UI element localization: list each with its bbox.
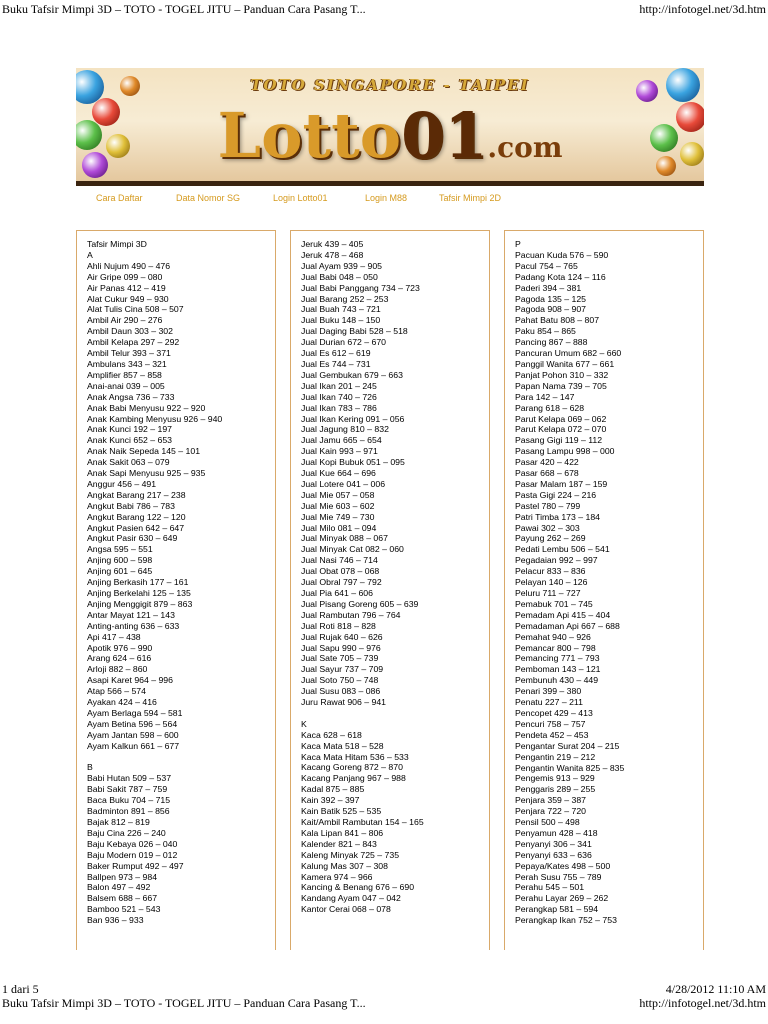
list-item: Balsem 688 – 667 xyxy=(87,893,158,904)
nav-link-login-m88[interactable]: Login M88 xyxy=(365,193,408,203)
list-item: Ban 936 – 933 xyxy=(87,915,144,926)
list-item: Payung 262 – 269 xyxy=(515,533,586,544)
list-item: Ballpen 973 – 984 xyxy=(87,871,158,882)
list-item: Jual Soto 750 – 748 xyxy=(301,675,379,686)
dream-list-column-3 xyxy=(504,230,704,950)
dream-list-column-2 xyxy=(290,230,490,950)
list-item: Anggur 456 – 491 xyxy=(87,478,157,489)
list-item: Penjara 722 – 720 xyxy=(515,806,587,817)
list-item: Parang 618 – 628 xyxy=(515,402,585,413)
list-item: Kantor Cerai 068 – 078 xyxy=(301,904,391,915)
list-item: Padang Kota 124 – 116 xyxy=(515,271,606,282)
list-item: Anak Kambing Menyusu 926 – 940 xyxy=(87,413,223,424)
list-item: Jual Nasi 746 – 714 xyxy=(301,555,378,566)
list-item: Jual Ikan 201 – 245 xyxy=(301,380,377,391)
list-item: Baju Kebaya 026 – 040 xyxy=(87,838,178,849)
list-item: Babi Sakit 787 – 759 xyxy=(87,784,168,795)
list-item: Jual Sayur 737 – 709 xyxy=(301,664,384,675)
list-item: Jual Kain 993 – 971 xyxy=(301,446,378,457)
list-item: Pendeta 452 – 453 xyxy=(515,729,589,740)
list-item: Perangkap Ikan 752 – 753 xyxy=(515,915,617,926)
list-item: Jual Kopi Bubuk 051 – 095 xyxy=(301,457,405,468)
banner-bottom-bar xyxy=(76,181,704,186)
list-gap xyxy=(87,752,275,763)
list-item: Angkut Barang 122 – 120 xyxy=(87,511,186,522)
list-item: Pengantin 219 – 212 xyxy=(515,751,596,762)
list-item: Anak Naik Sepeda 145 – 101 xyxy=(87,446,201,457)
list-item: Jual Pia 641 – 606 xyxy=(301,588,373,598)
list-item: Baker Rumput 492 – 497 xyxy=(87,860,184,871)
list-item: Baca Buku 704 – 715 xyxy=(87,795,171,806)
print-footer-page: 1 dari 5 xyxy=(2,982,39,996)
list-item: Jeruk 439 – 405 xyxy=(301,239,364,249)
list-item: Kaca Mata 518 – 528 xyxy=(301,740,384,751)
list-item: Paku 854 – 865 xyxy=(515,326,576,337)
list-item: Baju Modern 019 – 012 xyxy=(87,849,178,860)
list-item: Jual Obat 078 – 068 xyxy=(301,566,380,577)
list-item: Arang 624 – 616 xyxy=(87,653,152,664)
list-item: Anak Kunci 652 – 653 xyxy=(87,435,173,446)
list-item: Kacang Goreng 872 – 870 xyxy=(301,762,403,773)
list-item: Pasang Lampu 998 – 000 xyxy=(515,446,615,457)
list-item: Jual Mie 603 – 602 xyxy=(301,500,375,511)
nav-link-cara-daftar[interactable]: Cara Daftar xyxy=(96,193,143,203)
list-item: Pagoda 135 – 125 xyxy=(515,293,587,304)
list-item: Anak Babi Menyusu 922 – 920 xyxy=(87,402,206,413)
list-item: Juru Rawat 906 – 941 xyxy=(301,697,387,708)
list-item: Pasta Gigi 224 – 216 xyxy=(515,489,597,500)
logo-suffix: .com xyxy=(487,131,563,164)
list-item: Penatu 227 – 211 xyxy=(515,697,583,708)
list-item: Jual Barang 252 – 253 xyxy=(301,293,389,304)
list-item: Penari 399 – 380 xyxy=(515,686,582,697)
list-item: Peluru 711 – 727 xyxy=(515,588,581,598)
list-item: Pacul 754 – 765 xyxy=(515,260,578,271)
print-header-title: Buku Tafsir Mimpi 3D – TOTO - TOGEL JITU – Panduan Cara Pasang T... xyxy=(2,2,366,16)
list-item: Anai-anai 039 – 005 xyxy=(87,380,165,391)
list-gap xyxy=(301,708,489,719)
list-item: Penyanyi 306 – 341 xyxy=(515,838,592,849)
list-item: Pedati Lembu 506 – 541 xyxy=(515,544,610,555)
letter-heading: A xyxy=(87,249,93,260)
list-item: Kaca Mata Hitam 536 – 533 xyxy=(301,751,409,762)
list-item: Pensil 500 – 498 xyxy=(515,817,580,828)
list-item: Kala Lipan 841 – 806 xyxy=(301,827,384,838)
list-item: Ambulans 343 – 321 xyxy=(87,358,167,369)
list-item: Alat Cukur 949 – 930 xyxy=(87,293,169,304)
list-item: Pengemis 913 – 929 xyxy=(515,773,595,784)
list-item: Antar Mayat 121 – 143 xyxy=(87,609,175,620)
list-item: Anjing Berkasih 177 – 161 xyxy=(87,577,189,588)
list-item: Jual Ikan Kering 091 – 056 xyxy=(301,413,405,424)
list-item: Jual Minyak 088 – 067 xyxy=(301,533,388,544)
list-item: Jual Ikan 740 – 726 xyxy=(301,391,377,402)
list-item: Pengantar Surat 204 – 215 xyxy=(515,740,620,751)
list-item: Angkut Pasien 642 – 647 xyxy=(87,522,185,533)
list-item: Ambil Kelapa 297 – 292 xyxy=(87,337,180,348)
list-item: Anak Angsa 736 – 733 xyxy=(87,391,175,402)
list-item: Penjara 359 – 387 xyxy=(515,795,587,806)
list-item: Anak Sakit 063 – 079 xyxy=(87,457,170,468)
list-item: Bamboo 521 – 543 xyxy=(87,904,161,915)
list-item: Pasar 420 – 422 xyxy=(515,457,579,468)
list-item: Air Panas 412 – 419 xyxy=(87,282,166,293)
list-item: Jual Babi Panggang 734 – 723 xyxy=(301,282,420,293)
list-item: Apotik 976 – 990 xyxy=(87,642,153,653)
letter-heading: K xyxy=(301,718,307,729)
list-item: Pemancar 800 – 798 xyxy=(515,642,596,653)
list-item: Kadal 875 – 885 xyxy=(301,784,365,795)
list-item: Penyanyi 633 – 636 xyxy=(515,849,592,860)
list-item: Ahli Nujum 490 – 476 xyxy=(87,260,171,271)
list-item: Asapi Karet 964 – 996 xyxy=(87,675,173,686)
list-title: Tafsir Mimpi 3D xyxy=(87,239,147,249)
list-item: Pelacur 833 – 836 xyxy=(515,566,586,577)
list-item: Anting-anting 636 – 633 xyxy=(87,620,180,631)
list-item: Panggil Wanita 677 – 661 xyxy=(515,358,615,369)
list-item: Angkat Barang 217 – 238 xyxy=(87,489,186,500)
list-item: Pancuran Umum 682 – 660 xyxy=(515,348,622,359)
list-item: Paderi 394 – 381 xyxy=(515,282,582,293)
list-item: Angkut Babi 786 – 783 xyxy=(87,500,175,511)
list-item: Alat Tulis Cina 508 – 507 xyxy=(87,304,184,315)
list-item: Parut Kelapa 069 – 062 xyxy=(515,413,607,424)
nav-link-data-nomor-sg[interactable]: Data Nomor SG xyxy=(176,193,241,203)
list-item: Anjing 600 – 598 xyxy=(87,555,153,566)
list-item: Pencuri 758 – 757 xyxy=(515,718,586,729)
list-item: Perangkap 581 – 594 xyxy=(515,904,599,915)
list-item: Pasar 668 – 678 xyxy=(515,468,579,479)
list-item: Kain 392 – 397 xyxy=(301,795,360,806)
list-item: Pahat Batu 808 – 807 xyxy=(515,315,600,326)
list-item: Amplifier 857 – 858 xyxy=(87,369,162,380)
list-item: Jual Sapu 990 – 976 xyxy=(301,642,381,653)
list-item: Kalender 821 – 843 xyxy=(301,838,377,849)
list-item: Kait/Ambil Rambutan 154 – 165 xyxy=(301,817,424,828)
list-item: Jual Obral 797 – 792 xyxy=(301,577,382,588)
list-item: Pagoda 908 – 907 xyxy=(515,304,587,315)
list-item: Pemadaman Api 667 – 688 xyxy=(515,620,620,631)
list-item: Pencopet 429 – 413 xyxy=(515,707,593,718)
nav-link-tafsir-mimpi-2d[interactable]: Tafsir Mimpi 2D xyxy=(439,193,502,203)
list-item: Pelayan 140 – 126 xyxy=(515,577,588,588)
list-item: Ambil Telur 393 – 371 xyxy=(87,348,171,359)
list-item: Atap 566 – 574 xyxy=(87,686,146,697)
list-item: Kamera 974 – 966 xyxy=(301,871,373,882)
list-item: Panjat Pohon 310 – 332 xyxy=(515,369,609,380)
banner-subtitle: TOTO SINGAPORE - TAIPEI xyxy=(250,76,530,94)
list-item: Angkut Pasir 630 – 649 xyxy=(87,533,178,544)
list-item: Jual Es 612 – 619 xyxy=(301,348,371,359)
list-item: Ayam Betina 596 – 564 xyxy=(87,718,178,729)
list-item: Jeruk 478 – 468 xyxy=(301,249,364,260)
list-item: Perahu Layar 269 – 262 xyxy=(515,893,609,904)
list-item: Kaleng Minyak 725 – 735 xyxy=(301,849,400,860)
list-item: Jual Susu 083 – 086 xyxy=(301,686,381,697)
list-item: Jual Buku 148 – 150 xyxy=(301,315,381,326)
site-banner xyxy=(76,68,704,186)
logo-main: Lotto xyxy=(217,99,402,172)
print-header-url: http://infotogel.net/3d.htm xyxy=(639,2,766,16)
list-item: Pembunuh 430 – 449 xyxy=(515,675,599,686)
list-item: Pemahat 940 – 926 xyxy=(515,631,591,642)
list-item: Jual Kue 664 – 696 xyxy=(301,468,376,479)
list-item: Anak Sapi Menyusu 925 – 935 xyxy=(87,468,206,479)
list-item: Jual Daging Babi 528 – 518 xyxy=(301,326,408,337)
list-item: Ayam Jantan 598 – 600 xyxy=(87,729,179,740)
list-item: Ayam Berlaga 594 – 581 xyxy=(87,707,183,718)
list-item: Jual Ikan 783 – 786 xyxy=(301,402,377,413)
list-item: Ambil Daun 303 – 302 xyxy=(87,326,173,337)
print-footer-url: http://infotogel.net/3d.htm xyxy=(639,996,766,1010)
list-item: Pegadaian 992 – 997 xyxy=(515,555,598,566)
list-item: Perahu 545 – 501 xyxy=(515,882,585,893)
list-item: Pepaya/Kates 498 – 500 xyxy=(515,860,611,871)
list-item: Pemadam Api 415 – 404 xyxy=(515,609,611,620)
list-item: Patri Timba 173 – 184 xyxy=(515,511,600,522)
list-item: Jual Mie 749 – 730 xyxy=(301,511,375,522)
list-item: Parut Kelapa 072 – 070 xyxy=(515,424,607,435)
list-item: Ayam Kalkun 661 – 677 xyxy=(87,740,180,751)
list-item: Jual Rujak 640 – 626 xyxy=(301,631,383,642)
list-item: Pengantin Wanita 825 – 835 xyxy=(515,762,625,773)
list-item: Pasang Gigi 119 – 112 xyxy=(515,435,603,446)
dream-list-column-1 xyxy=(76,230,276,950)
list-item: Badminton 891 – 856 xyxy=(87,806,170,817)
list-item: Jual Minyak Cat 082 – 060 xyxy=(301,544,404,555)
print-footer-datetime: 4/28/2012 11:10 AM xyxy=(665,982,766,996)
list-item: Air Gripe 099 – 080 xyxy=(87,271,163,282)
list-item: Jual Sate 705 – 739 xyxy=(301,653,379,664)
list-item: Balon 497 – 492 xyxy=(87,882,151,893)
list-item: Ayakan 424 – 416 xyxy=(87,697,157,708)
list-item: Jual Es 744 – 731 xyxy=(301,358,371,369)
print-footer-title: Buku Tafsir Mimpi 3D – TOTO - TOGEL JITU – Panduan Cara Pasang T... xyxy=(2,996,366,1010)
list-item: Jual Milo 081 – 094 xyxy=(301,522,377,533)
list-item: Jual Durian 672 – 670 xyxy=(301,337,387,348)
list-item: Jual Mie 057 – 058 xyxy=(301,489,375,500)
list-item: Jual Jagung 810 – 832 xyxy=(301,424,389,435)
list-item: Jual Pisang Goreng 605 – 639 xyxy=(301,598,419,609)
list-item: Kacang Panjang 967 – 988 xyxy=(301,773,406,784)
list-item: Ambil Air 290 – 276 xyxy=(87,315,163,326)
list-item: Bajak 812 – 819 xyxy=(87,817,150,828)
list-item: Jual Ayam 939 – 905 xyxy=(301,260,382,271)
list-item: Jual Gembukan 679 – 663 xyxy=(301,369,403,380)
list-item: Jual Babi 048 – 050 xyxy=(301,271,378,282)
list-item: Pawai 302 – 303 xyxy=(515,522,580,533)
list-item: Pasar Malam 187 – 159 xyxy=(515,478,608,489)
list-item: Kain Batik 525 – 535 xyxy=(301,806,382,817)
list-item: Pemboman 143 – 121 xyxy=(515,664,601,675)
list-item: Pastel 780 – 799 xyxy=(515,500,581,511)
top-nav xyxy=(76,193,704,207)
list-item: Kandang Ayam 047 – 042 xyxy=(301,893,401,904)
list-item: Pacuan Kuda 576 – 590 xyxy=(515,249,609,260)
list-item: Jual Buah 743 – 721 xyxy=(301,304,381,315)
list-item: Anjing Berkelahi 125 – 135 xyxy=(87,588,191,598)
list-item: Pemabuk 701 – 745 xyxy=(515,598,593,609)
list-item: Arloji 882 – 860 xyxy=(87,664,148,675)
list-item: Anjing 601 – 645 xyxy=(87,566,153,577)
list-item: Angsa 595 – 551 xyxy=(87,544,153,555)
list-item: Babi Hutan 509 – 537 xyxy=(87,773,172,784)
nav-link-login-lotto01[interactable]: Login Lotto01 xyxy=(273,193,328,203)
list-item: Pemancing 771 – 793 xyxy=(515,653,600,664)
site-logo[interactable] xyxy=(76,96,704,186)
list-item: Kalung Mas 307 – 308 xyxy=(301,860,388,871)
list-item: Api 417 – 438 xyxy=(87,631,141,642)
list-item: Penggaris 289 – 255 xyxy=(515,784,596,795)
list-item: Perah Susu 755 – 789 xyxy=(515,871,602,882)
letter-heading: P xyxy=(515,239,521,249)
list-item: Penyamun 428 – 418 xyxy=(515,827,598,838)
logo-number: 01 xyxy=(401,99,488,172)
list-item: Jual Lotere 041 – 006 xyxy=(301,478,386,489)
list-item: Papan Nama 739 – 705 xyxy=(515,380,607,391)
list-item: Jual Jamu 665 – 654 xyxy=(301,435,382,446)
list-item: Kaca 628 – 618 xyxy=(301,729,362,740)
list-item: Para 142 – 147 xyxy=(515,391,575,402)
list-item: Pancing 867 – 888 xyxy=(515,337,588,348)
letter-heading: B xyxy=(87,762,93,773)
list-item: Baju Cina 226 – 240 xyxy=(87,827,166,838)
list-item: Jual Roti 818 – 828 xyxy=(301,620,376,631)
list-item: Kancing & Benang 676 – 690 xyxy=(301,882,415,893)
list-item: Anak Kunci 192 – 197 xyxy=(87,424,173,435)
list-item: Anjing Menggigit 879 – 863 xyxy=(87,598,193,609)
list-item: Jual Rambutan 796 – 764 xyxy=(301,609,401,620)
